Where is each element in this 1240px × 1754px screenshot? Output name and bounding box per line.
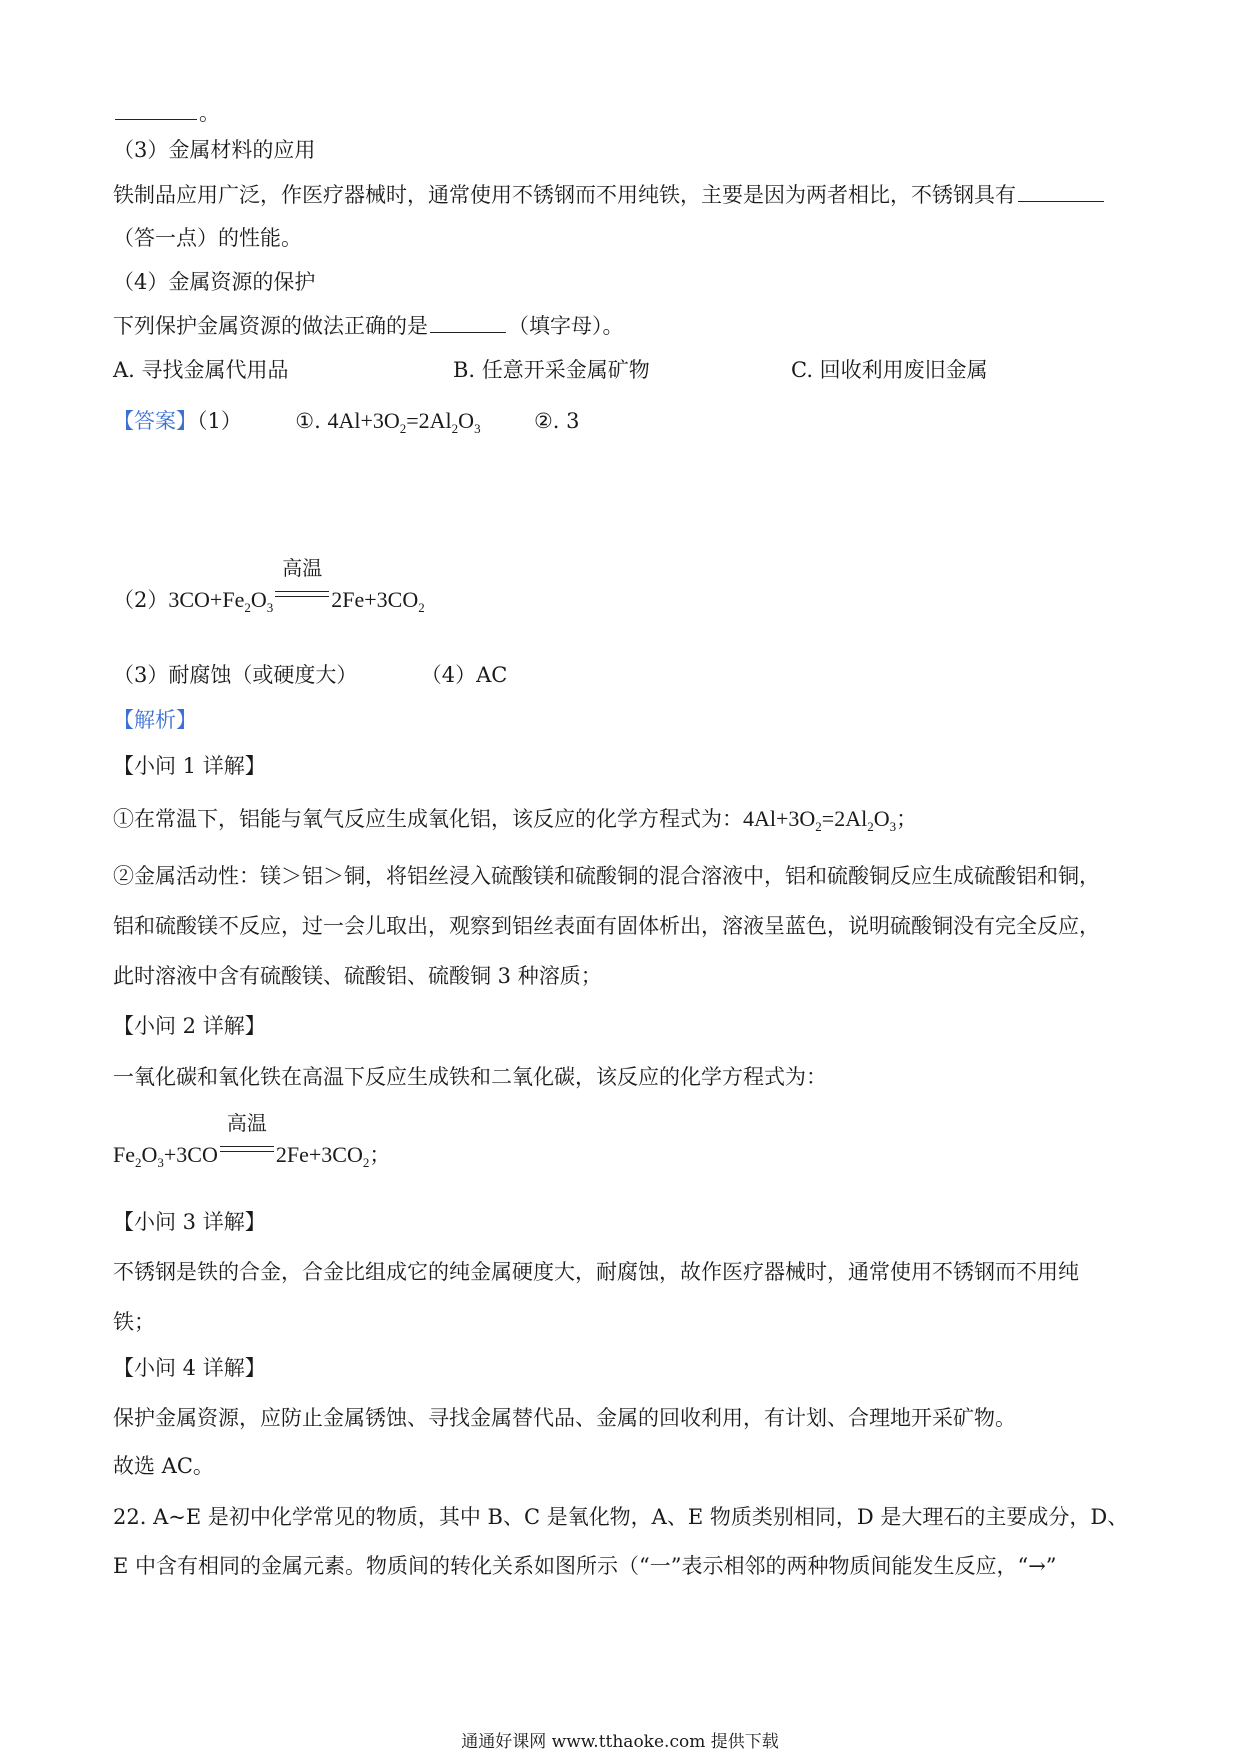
equation-fe-co: $Fe_2O_3+3CO$ 高温 $2Fe+3CO_2$: [113, 1113, 370, 1170]
q4-title: （4）金属资源的保护: [113, 270, 316, 294]
s4-title: 【小问 4 详解】: [113, 1356, 266, 1380]
page-footer: 通通好课网 www.tthaoke.com 提供下载: [461, 1732, 779, 1752]
answer-line-2: $(2)3CO+Fe_2O_3$ 高温 $2Fe+3CO_2$: [113, 558, 425, 615]
q4-stem: 下列保护金属资源的做法正确的是 （填字母）。: [113, 314, 624, 338]
line-tail: 。: [113, 103, 220, 124]
q22-line1: 22. A~E 是初中化学常见的物质，其中 B、C 是氧化物，A、E 物质类别相同，D 是大理石的主要成分，D、: [113, 1505, 1129, 1529]
reaction-condition: 高温: [273, 585, 331, 607]
q3-title: （3）金属材料的应用: [113, 138, 316, 162]
s2-equation-line: $Fe_2O_3+3CO$ 高温 $2Fe+3CO_2$；: [113, 1113, 391, 1170]
s3-line1: 不锈钢是铁的合金，合金比组成它的纯金属硬度大，耐腐蚀，故作医疗器械时，通常使用不锈钢而不用纯: [113, 1260, 1079, 1284]
s3-title: 【小问 3 详解】: [113, 1210, 266, 1234]
s1-line3: 铝和硫酸镁不反应，过一会儿取出，观察到铝丝表面有固体析出，溶液呈蓝色，说明硫酸铜没有完全反应，: [113, 914, 1100, 938]
equation-al-2: $4Al+3O_2=2Al_2O_3$: [743, 806, 897, 834]
answer-blank[interactable]: [115, 118, 197, 120]
answer-line-1: 【答案】（1） ①. $4Al+3O_2=2Al_2O_3$ ②. 3: [113, 408, 580, 436]
s4-line1: 保护金属资源，应防止金属锈蚀、寻找金属替代品、金属的回收利用，有计划、合理地开采矿物。: [113, 1406, 1016, 1430]
option-b: B. 任意开采金属矿物: [453, 358, 650, 382]
q3-stem-cont: （答一点）的性能。: [113, 226, 302, 250]
equation-co-fe: $3CO+Fe_2O_3$ 高温 $2Fe+3CO_2$: [168, 558, 425, 615]
option-a: A. 寻找金属代用品: [113, 358, 289, 382]
answer-tag: 【答案】: [113, 409, 197, 433]
equation-al: $4Al+3O_2=2Al_2O_3$: [327, 408, 481, 436]
s1-line2: ②金属活动性：镁＞铝＞铜，将铝丝浸入硫酸镁和硫酸铜的混合溶液中，铝和硫酸铜反应生成硫酸铝和铜，: [113, 864, 1100, 888]
s2-line1: 一氧化碳和氧化铁在高温下反应生成铁和二氧化碳，该反应的化学方程式为：: [113, 1065, 827, 1089]
s3-line2: 铁；: [113, 1310, 155, 1334]
option-c: C. 回收利用废旧金属: [791, 358, 988, 382]
s4-line2: 故选 AC。: [113, 1454, 214, 1478]
answer-line-3: （3）耐腐蚀（或硬度大） （4）AC: [113, 663, 508, 687]
s1-line1: ①在常温下，铝能与氧气反应生成氧化铝，该反应的化学方程式为：$4Al+3O_2=2Al_2O_3$；: [113, 806, 918, 834]
q3-stem: 铁制品应用广泛，作医疗器械时，通常使用不锈钢而不用纯铁，主要是因为两者相比，不锈钢具有: [113, 185, 1106, 206]
s1-line4: 此时溶液中含有硫酸镁、硫酸铝、硫酸铜 3 种溶质；: [113, 964, 602, 988]
analysis-tag: 【解析】: [113, 708, 197, 732]
s1-title: 【小问 1 详解】: [113, 754, 266, 778]
s2-title: 【小问 2 详解】: [113, 1014, 266, 1038]
q22-line2: E 中含有相同的金属元素。物质间的转化关系如图所示（“一”表示相邻的两种物质间能发生反应，“→”: [113, 1554, 1057, 1578]
answer-blank[interactable]: [430, 331, 506, 333]
answer-blank[interactable]: [1018, 200, 1104, 202]
reaction-condition: 高温: [218, 1140, 276, 1162]
